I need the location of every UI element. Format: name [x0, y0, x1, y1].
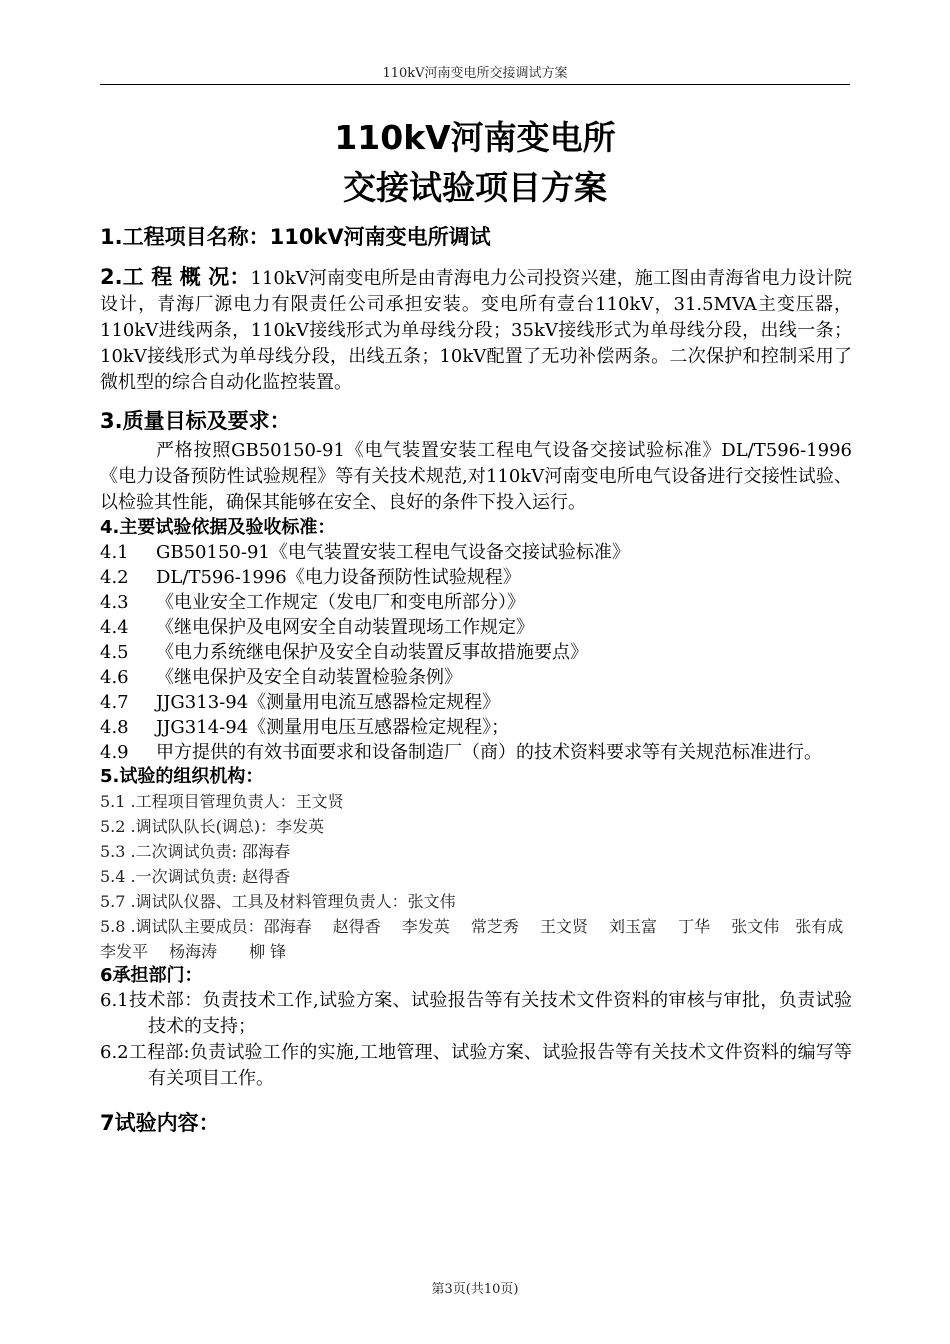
section5-heading: 5.试验的组织机构： — [100, 766, 264, 787]
page-footer: 第3页(共10页) — [431, 1282, 519, 1297]
running-header: 110kV河南变电所交接调试方案 — [382, 66, 568, 81]
doc-title-line2: 交接试验项目方案 — [343, 168, 607, 207]
list-item: 4.3 《电业安全工作规定（发电厂和变电所部分）》 — [100, 592, 525, 613]
list-item: 4.2 DL/T596-1996《电力设备预防性试验规程》 — [100, 567, 521, 588]
document-body — [100, 220, 865, 1140]
list-item: 4.4 《继电保护及电网安全自动装置现场工作规定》 — [100, 617, 534, 638]
list-item: 6.1技术部：负责技术工作,试验方案、试验报告等有关技术文件资料的审核与审批，负责试验技术的支持； — [100, 990, 852, 1037]
section1-label: 1.工程项目名称： — [100, 225, 270, 249]
section2-paragraph — [100, 264, 852, 396]
section4-heading: 4.主要试验依据及验收标准： — [100, 517, 336, 538]
section3-text: 严格按照GB50150-91《电气装置安装工程电气设备交接试验标准》DL/T596-1996《电力设备预防性试验规程》等有关技术规范,对110kV河南变电所电气设备进行交接性试验、以检验其性能，确保其能够在安全、良好的条件下投入运行。 — [100, 440, 852, 513]
list-item: 4.5 《电力系统继电保护及安全自动装置反事故措施要点》 — [100, 642, 588, 663]
section5-list — [100, 789, 865, 964]
list-item: 5.2 .调试队队长(调总)：李发英 — [100, 817, 325, 836]
header-divider — [100, 84, 850, 85]
list-item: 4.6 《继电保护及安全自动装置检验条例》 — [100, 667, 462, 688]
list-item: 6.2工程部:负责试验工作的实施,工地管理、试验方案、试验报告等有关技术文件资料的编写等有关项目工作。 — [100, 1042, 852, 1089]
list-item: 5.1 .工程项目管理负责人：王文贤 — [100, 792, 344, 811]
section2-label: 2.工 程 概 况： — [100, 265, 251, 289]
section6-list — [100, 988, 852, 1092]
list-item: 5.4 .一次调试负责: 赵得香 — [100, 867, 291, 886]
list-item: 5.3 .二次调试负责: 邵海春 — [100, 842, 291, 861]
section2-text: 110kV河南变电所是由青海电力公司投资兴建，施工图由青海省电力设计院设计，青海厂源电力有限责任公司承担安装。变电所有壹台110kV，31.5MVA主变压器，110kV进线两条，110kV接线形式为单母线分段；35kV接线形式为单母线分段，出线一条；10kV接线形式为单母线分段，出线五条；10kV配置了无功补偿两条。二次保护和控制采用了微机型的综合自动化监控装置。 — [100, 268, 852, 393]
doc-title-line1: 110kV河南变电所 — [334, 118, 616, 157]
section4-list — [100, 540, 852, 765]
list-item: 4.9 甲方提供的有效书面要求和设备制造厂（商）的技术资料要求等有关规范标准进行。 — [100, 742, 822, 763]
section1-heading — [100, 220, 852, 254]
section7-heading: 7试验内容： — [100, 1111, 220, 1135]
list-item: 5.8 .调试队主要成员：邵海春 赵得香 李发英 常芝秀 王文贤 刘玉富 丁华 张文伟 张有成 李发平 杨海涛 柳 锋 — [100, 917, 865, 961]
list-item: 4.8 JJG314-94《测量用电压互感器检定规程》； — [100, 717, 510, 738]
section6-heading: 6承担部门： — [100, 965, 203, 986]
list-item: 5.7 .调试队仪器、工具及材料管理负责人：张文伟 — [100, 892, 456, 911]
section1-value: 110kV河南变电所调试 — [269, 225, 491, 249]
list-item: 4.1 GB50150-91《电气装置安装工程电气设备交接试验标准》 — [100, 542, 630, 563]
list-item: 4.7 JJG313-94《测量用电流互感器检定规程》 — [100, 692, 501, 713]
section3-heading: 3.质量目标及要求： — [100, 409, 291, 433]
